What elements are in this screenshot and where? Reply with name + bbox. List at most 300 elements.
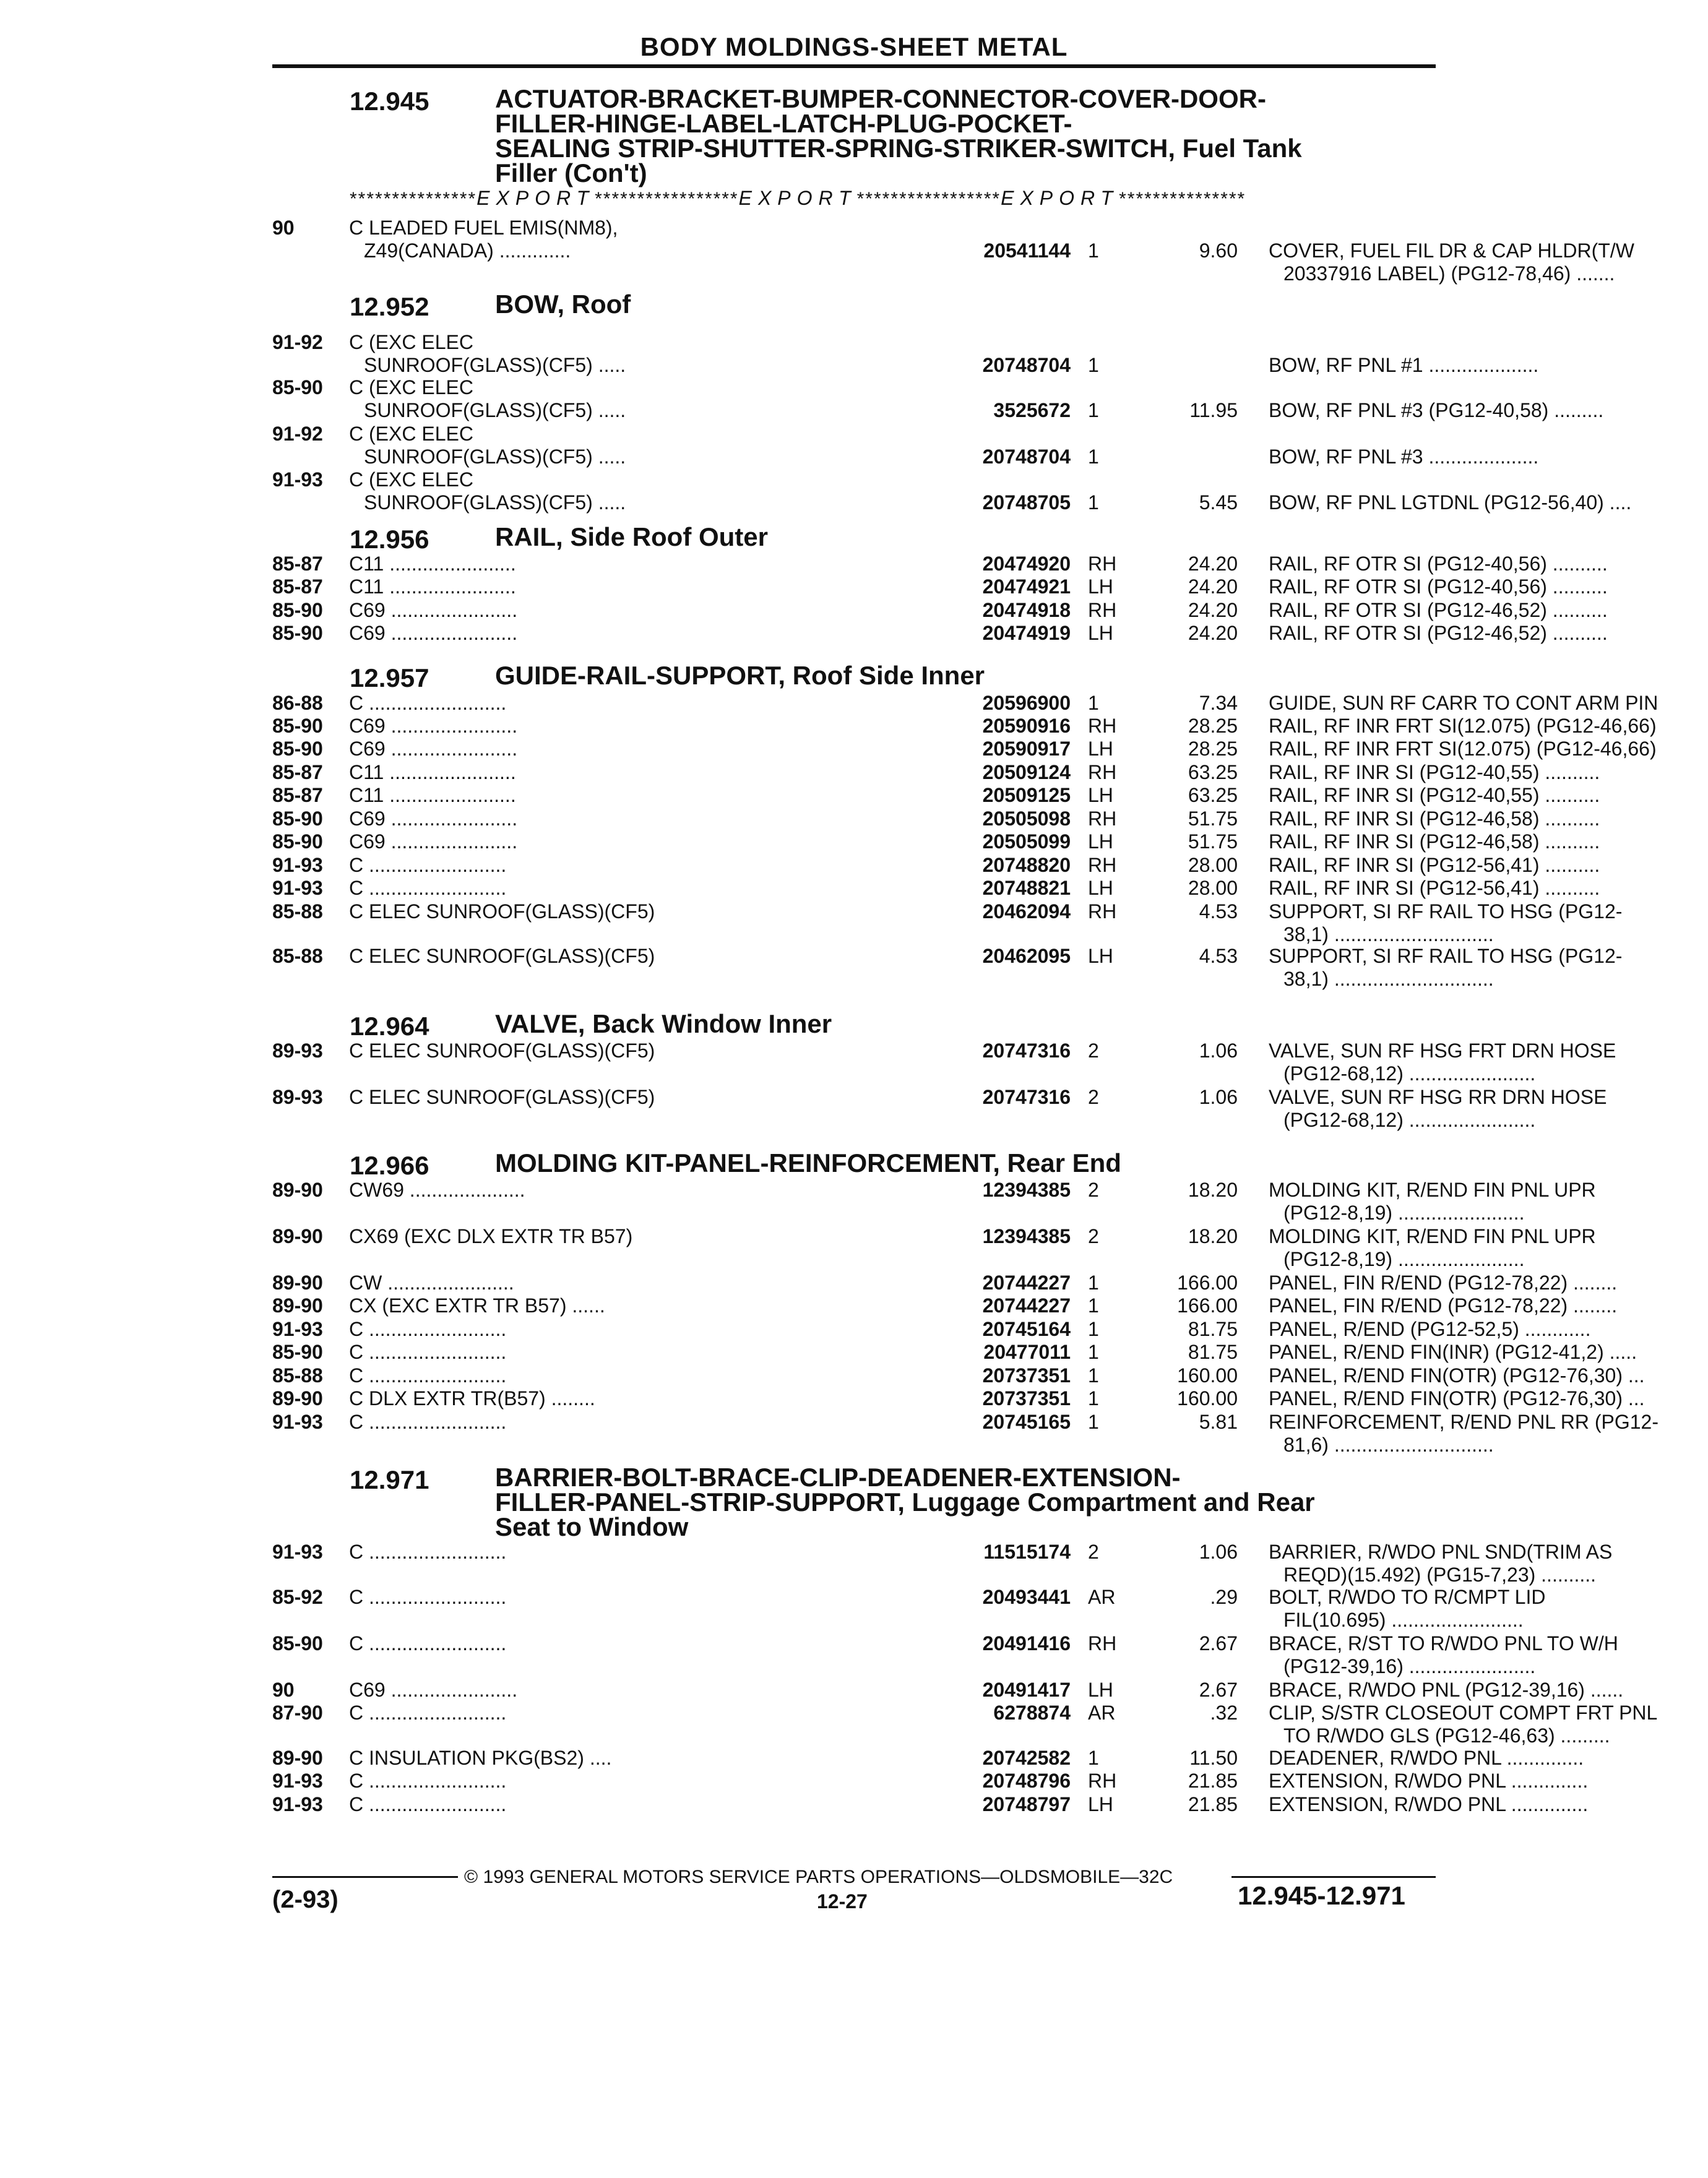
model-year: 91-93 <box>272 1793 323 1815</box>
quantity: LH <box>1088 830 1113 853</box>
price: 11.95 <box>1189 399 1238 421</box>
price: 160.00 <box>1177 1364 1238 1387</box>
part-name-line-1: EXTENSION, R/WDO PNL .............. <box>1269 1770 1589 1792</box>
quantity: 2 <box>1088 1541 1099 1563</box>
part-name-line-2: 81,6) ............................. <box>1283 1434 1494 1456</box>
model-year: 91-92 <box>272 331 323 353</box>
part-name-line-1: COVER, FUEL FIL DR & CAP HLDR(T/W <box>1269 239 1634 262</box>
usage-line-1: C ......................... <box>349 1770 507 1792</box>
part-number: 20748704 <box>982 354 1071 376</box>
quantity: 2 <box>1088 1179 1099 1201</box>
model-year: 85-87 <box>272 784 323 806</box>
part-name-line-1: BOLT, R/WDO TO R/CMPT LID <box>1269 1586 1546 1608</box>
part-name-line-1: PANEL, R/END FIN(OTR) (PG12-76,30) ... <box>1269 1387 1645 1410</box>
price: 51.75 <box>1188 807 1238 830</box>
part-number: 20744227 <box>982 1272 1071 1294</box>
model-year: 85-90 <box>272 807 323 830</box>
quantity: LH <box>1088 877 1113 899</box>
quantity: RH <box>1088 854 1117 876</box>
part-name-line-1: PANEL, R/END FIN(INR) (PG12-41,2) ..... <box>1269 1341 1637 1363</box>
part-number: 20541144 <box>983 239 1071 262</box>
part-number: 20745165 <box>982 1411 1071 1433</box>
usage-line-1: C ......................... <box>349 1632 507 1655</box>
quantity: LH <box>1088 1793 1113 1815</box>
part-name <box>1269 1411 1708 1457</box>
part-number: 20509124 <box>982 761 1071 783</box>
part-name-line-1: RAIL, RF INR FRT SI(12.075) (PG12-46,66) <box>1269 715 1657 737</box>
usage-description <box>349 715 955 738</box>
part-name <box>1269 1387 1708 1410</box>
usage-description <box>349 1318 955 1341</box>
part-name-line-1: RAIL, RF OTR SI (PG12-46,52) .......... <box>1269 622 1608 644</box>
price: 28.25 <box>1188 738 1238 760</box>
quantity: 1 <box>1088 1318 1099 1340</box>
usage-line-1: C69 ....................... <box>349 738 518 760</box>
part-number: 20505099 <box>982 830 1071 853</box>
part-name-line-2: (PG12-8,19) ....................... <box>1283 1248 1525 1270</box>
part-name <box>1269 1040 1708 1085</box>
part-name-line-1: CLIP, S/STR CLOSEOUT COMPT FRT PNL <box>1269 1702 1658 1724</box>
usage-line-1: C11 ....................... <box>349 761 516 783</box>
quantity: LH <box>1088 575 1113 598</box>
quantity: 1 <box>1088 1272 1099 1294</box>
model-year: 85-90 <box>272 1341 323 1363</box>
usage-line-1: C69 ....................... <box>349 715 518 737</box>
part-number: 20748821 <box>982 877 1071 899</box>
part-name <box>1269 599 1708 622</box>
price: 2.67 <box>1199 1632 1238 1655</box>
price: 24.20 <box>1188 553 1238 575</box>
usage-line-1: C69 ....................... <box>349 622 518 644</box>
part-name-line-1: BOW, RF PNL #1 .................... <box>1269 354 1539 376</box>
model-year: 85-90 <box>272 738 323 760</box>
part-number: 20747316 <box>982 1040 1071 1062</box>
part-number: 20474921 <box>982 575 1071 598</box>
usage-description <box>349 1411 955 1434</box>
quantity: 2 <box>1088 1225 1099 1247</box>
footer-copyright: © 1993 GENERAL MOTORS SERVICE PARTS OPERATIONS—OLDSMOBILE—32C <box>464 1867 1173 1887</box>
model-year: 85-90 <box>272 599 323 621</box>
usage-description <box>349 217 955 262</box>
quantity: LH <box>1088 1679 1113 1701</box>
usage-description <box>349 622 955 645</box>
part-number: 20493441 <box>982 1586 1071 1608</box>
part-name-line-1: RAIL, RF OTR SI (PG12-46,52) .......... <box>1269 599 1608 621</box>
footer-page-number: 12-27 <box>817 1890 868 1913</box>
model-year: 85-87 <box>272 553 323 575</box>
part-name-line-1: RAIL, RF INR SI (PG12-56,41) .......... <box>1269 877 1600 899</box>
part-name <box>1269 1179 1708 1225</box>
usage-description <box>349 1272 955 1294</box>
usage-description <box>349 1086 955 1109</box>
quantity: 2 <box>1088 1040 1099 1062</box>
part-number: 20747316 <box>982 1086 1071 1108</box>
part-name-line-2: (PG12-39,16) ....................... <box>1283 1655 1536 1677</box>
model-year: 91-93 <box>272 877 323 899</box>
part-number: 12394385 <box>982 1179 1071 1201</box>
usage-line-1: C (EXC ELEC <box>349 331 473 353</box>
part-name-line-1: GUIDE, SUN RF CARR TO CONT ARM PIN <box>1269 692 1658 714</box>
model-year: 85-92 <box>272 1586 323 1608</box>
usage-line-1: C ......................... <box>349 1411 507 1433</box>
usage-description <box>349 1364 955 1387</box>
usage-line-1: C LEADED FUEL EMIS(NM8), <box>349 217 618 239</box>
part-name-line-1: RAIL, RF OTR SI (PG12-40,56) .......... <box>1269 575 1608 598</box>
usage-line-1: C INSULATION PKG(BS2) .... <box>349 1747 612 1769</box>
part-number: 20742582 <box>982 1747 1071 1769</box>
model-year: 89-90 <box>272 1387 323 1410</box>
part-name-line-1: VALVE, SUN RF HSG RR DRN HOSE <box>1269 1086 1607 1108</box>
part-name <box>1269 1341 1708 1364</box>
part-number: 3525672 <box>993 399 1071 421</box>
model-year: 91-93 <box>272 1541 323 1563</box>
catalog-page: BODY MOLDINGS-SHEET METAL 12.945 ACTUATOR-BRACKET-BUMPER-CONNECTOR-COVER-DOOR- FILLER-HINGE-LABEL-LATCH-PLUG-POCKET- SEALING STRIP-SHUTTER-SPRING-STRIKER-SWITCH, Fuel Tank Filler (Con't) ***************EXPORT*****************EXPORT*****************EXPORT*************** 12.952 BOW, Roof 12.956 RAIL, Side Roof Outer 12.957 GUIDE-RAIL-SUPPORT, Roof Side Inner 12.964 VALVE, Back Window Inner 12.966 MOLDING KIT-PANEL-REINFORCEMENT, Rear End 12.971 BARRIER-BOLT-BRACE-CLIP-DEADENER-EXTENSION- FILLER-PANEL-STRIP-SUPPORT, Luggage Compartment and Rear Seat to Window 90 C LEADED FUEL EMIS(NM8), Z49(CANADA) ............. 20541144 1 9.60 COVER, FUEL FIL DR & CAP HLDR(T/W 20337916 LABEL) (PG12-78,46) ....... 91-92 C (EXC ELEC SUNROOF(GLASS)(CF5) ..... 20748704 1 BOW, RF PNL #1 .................... 85-90 C (EXC ELEC SUNROOF(GLASS)(CF5) ..... 3525672 1 11.95 BOW, RF PNL #3 (PG12-40,58) ......... 91-92 C (EXC ELEC SUNROOF(GLASS)(CF5) ..... 20748704 1 BOW, RF PNL #3 .................... 91-93 C (EXC ELEC SUNROOF(GLASS)(CF5) ..... 20748705 1 5.45 BOW, RF PNL LGTDNL (PG12-56,40) .... 85-87 C11 ....................... 20474920 RH 24.20 RAIL, RF OTR SI (PG12-40,56) .......... 85-87 C11 ....................... 20474921 LH 24.20 RAIL, RF OTR SI (PG12-40,56) .......... 85-90 C69 ....................... 20474918 RH 24.20 RAIL, RF OTR SI (PG12-46,52) .......... 85-90 C69 ....................... 20474919 LH 24.20 RAIL, RF OTR SI (PG12-46,52) .......... 86-88 C ......................... 20596900 1 7.34 GUIDE, SUN RF CARR TO CONT ARM PIN 85-90 C69 ....................... 20590916 RH 28.25 RAIL, RF INR FRT SI(12.075) (PG12-46,66) 85-90 C69 ....................... 20590917 LH 28.25 RAIL, RF INR FRT SI(12.075) (PG12-46,66) 85-87 C11 ....................... 20509124 RH 63.25 RAIL, RF INR SI (PG12-40,55) .......... 85-87 C11 ....................... 20509125 LH 63.25 RAIL, RF INR SI (PG12-40,55) .......... 85-90 C69 ....................... 20505098 RH 51.75 RAIL, RF INR SI (PG12-46,58) .......... 85-90 C69 ....................... 20505099 LH 51.75 RAIL, RF INR SI (PG12-46,58) .......... 91-93 C ......................... 20748820 RH 28.00 RAIL, RF INR SI (PG12-56,41) .......... 91-93 C ......................... 20748821 LH 28.00 RAIL, RF INR SI (PG12-56,41) .......... 85-88 C ELEC SUNROOF(GLASS)(CF5) 20462094 RH 4.53 SUPPORT, SI RF RAIL TO HSG (PG12- 38,1) ............................. 85-88 C ELEC SUNROOF(GLASS)(CF5) 20462095 LH 4.53 SUPPORT, SI RF RAIL TO HSG (PG12- 38,1) ............................. 89-93 C ELEC SUNROOF(GLASS)(CF5) 20747316 2 1.06 VALVE, SUN RF HSG FRT DRN HOSE (PG12-68,12) ....................... 89-93 C ELEC SUNROOF(GLASS)(CF5) 20747316 2 1.06 VALVE, SUN RF HSG RR DRN HOSE (PG12-68,12) ....................... 89-90 CW69 ..................... 12394385 2 18.20 MOLDING KIT, R/END FIN PNL UPR (PG12-8,19) ....................... 89-90 CX69 (EXC DLX EXTR TR B57) 12394385 2 18.20 MOLDING KIT, R/END FIN PNL UPR (PG12-8,19) ....................... 89-90 CW ....................... 20744227 1 166.00 PANEL, FIN R/END (PG12-78,22) ........ 89-90 CX (EXC EXTR TR B57) ...... 20744227 1 166.00 PANEL, FIN R/END (PG12-78,22) ........ 91-93 C ......................... 20745164 1 81.75 PANEL, R/END (PG12-52,5) ............ 85-90 C ......................... 20477011 1 81.75 PANEL, R/END FIN(INR) (PG12-41,2) ..... 85-88 C ......................... 20737351 1 160.00 PANEL, R/END FIN(OTR) (PG12-76,30) ... 89-90 C DLX EXTR TR(B57) ........ 20737351 1 160.00 PANEL, R/END FIN(OTR) (PG12-76,30) ... 91-93 C ......................... 20745165 1 5.81 REINFORCEMENT, R/END PNL RR (PG12- 81,6) ............................. 91-93 C ......................... 11515174 2 1.06 BARRIER, R/WDO PNL SND(TRIM AS REQD)(15.492) (PG15-7,23) .......... 85-92 C ......................... 20493441 AR .29 BOLT, R/WDO TO R/CMPT LID FIL(10.695) ........................ 85-90 C ......................... 20491416 RH 2.67 BRACE, R/ST TO R/WDO PNL TO W/H (PG12-39,16) ....................... 90 C69 ....................... 20491417 LH 2.67 BRACE, R/WDO PNL (PG12-39,16) ...... 87-90 C ......................... 6278874 AR .32 CLIP, S/STR CLOSEOUT COMPT FRT PNL TO R/WDO GLS (PG12-46,63) ......... 89-90 C INSULATION PKG(BS2) .... 20742582 1 11.50 DEADENER, R/WDO PNL .............. 91-93 C ......................... 20748796 RH 21.85 EXTENSION, R/WDO PNL .............. 91-93 C ......................... 20748797 LH 21.85 EXTENSION, R/WDO PNL .............. © 1993 GENERAL MOTORS SERVICE PARTS OPERATIONS—OLDSMOBILE—32C (2-93) 12-27 12.945-12.971 <box>0 0 1564 2178</box>
part-name <box>1269 761 1708 784</box>
usage-description <box>349 761 955 784</box>
model-year: 89-90 <box>272 1179 323 1201</box>
quantity: RH <box>1088 1770 1117 1792</box>
quantity: 1 <box>1088 491 1099 514</box>
usage-line-1: C ......................... <box>349 1702 507 1724</box>
part-number: 20748705 <box>982 491 1071 514</box>
quantity: RH <box>1088 553 1117 575</box>
model-year: 85-88 <box>272 900 323 923</box>
part-name-line-1: RAIL, RF INR SI (PG12-46,58) .......... <box>1269 807 1600 830</box>
part-name-line-1: MOLDING KIT, R/END FIN PNL UPR <box>1269 1179 1596 1201</box>
usage-line-1: C11 ....................... <box>349 575 516 598</box>
part-name <box>1269 1318 1708 1341</box>
model-year: 90 <box>272 1679 295 1701</box>
usage-description <box>349 900 955 923</box>
part-name-line-1: RAIL, RF OTR SI (PG12-40,56) .......... <box>1269 553 1608 575</box>
usage-description <box>349 468 955 514</box>
usage-line-1: C ELEC SUNROOF(GLASS)(CF5) <box>349 945 655 967</box>
price: 28.25 <box>1188 715 1238 737</box>
usage-line-1: C11 ....................... <box>349 553 516 575</box>
model-year: 90 <box>272 217 295 239</box>
part-number: 20509125 <box>982 784 1071 806</box>
model-year: 89-93 <box>272 1040 323 1062</box>
quantity: 1 <box>1088 692 1099 714</box>
usage-line-1: C ......................... <box>349 1793 507 1815</box>
part-number: 6278874 <box>993 1702 1071 1724</box>
part-name-line-1: BOW, RF PNL #3 .................... <box>1269 446 1539 468</box>
part-name-line-1: RAIL, RF INR SI (PG12-40,55) .......... <box>1269 784 1600 806</box>
price: .29 <box>1210 1586 1238 1608</box>
part-name-line-1: BRACE, R/ST TO R/WDO PNL TO W/H <box>1269 1632 1618 1655</box>
footer-rule-right <box>1231 1876 1436 1878</box>
usage-description <box>349 945 955 968</box>
price: 24.20 <box>1188 575 1238 598</box>
price: 9.60 <box>1199 239 1238 262</box>
usage-line-1: CW69 ..................... <box>349 1179 525 1201</box>
usage-line-2: SUNROOF(GLASS)(CF5) ..... <box>364 446 626 468</box>
usage-line-1: C ......................... <box>349 692 507 714</box>
price: 11.50 <box>1189 1747 1238 1769</box>
model-year: 89-90 <box>272 1225 323 1247</box>
usage-description <box>349 1747 955 1770</box>
part-name <box>1269 622 1708 645</box>
usage-description <box>349 1040 955 1062</box>
part-name-line-1: MOLDING KIT, R/END FIN PNL UPR <box>1269 1225 1596 1247</box>
part-name-line-1: BRACE, R/WDO PNL (PG12-39,16) ...... <box>1269 1679 1624 1701</box>
part-name <box>1269 1225 1708 1271</box>
part-name <box>1269 784 1708 807</box>
part-name-line-1: SUPPORT, SI RF RAIL TO HSG (PG12- <box>1269 945 1623 967</box>
quantity: LH <box>1088 622 1113 644</box>
quantity: 1 <box>1088 1294 1099 1317</box>
model-year: 91-93 <box>272 1318 323 1340</box>
price: 1.06 <box>1199 1541 1238 1563</box>
part-number: 20491416 <box>982 1632 1071 1655</box>
part-number: 12394385 <box>982 1225 1071 1247</box>
usage-line-1: C69 ....................... <box>349 599 518 621</box>
quantity: LH <box>1088 784 1113 806</box>
usage-description <box>349 1793 955 1816</box>
usage-description <box>349 1179 955 1202</box>
quantity: 1 <box>1088 1747 1099 1769</box>
part-name <box>1269 1294 1708 1317</box>
part-number: 20462095 <box>982 945 1071 967</box>
quantity: 1 <box>1088 1364 1099 1387</box>
part-number: 20748796 <box>982 1770 1071 1792</box>
usage-line-1: C ......................... <box>349 854 507 876</box>
price: 5.45 <box>1199 491 1238 514</box>
quantity: RH <box>1088 599 1117 621</box>
usage-description <box>349 1770 955 1793</box>
price: 81.75 <box>1188 1341 1238 1363</box>
part-name-line-1: PANEL, FIN R/END (PG12-78,22) ........ <box>1269 1294 1618 1317</box>
part-name <box>1269 399 1708 422</box>
model-year: 86-88 <box>272 692 323 714</box>
model-year: 91-93 <box>272 1411 323 1433</box>
price: 166.00 <box>1177 1272 1238 1294</box>
model-year: 85-87 <box>272 761 323 783</box>
part-number: 20748704 <box>982 446 1071 468</box>
usage-line-1: C (EXC ELEC <box>349 423 473 445</box>
quantity: 1 <box>1088 354 1099 376</box>
part-name-line-1: VALVE, SUN RF HSG FRT DRN HOSE <box>1269 1040 1616 1062</box>
usage-line-1: C (EXC ELEC <box>349 468 473 491</box>
usage-line-1: CW ....................... <box>349 1272 514 1294</box>
quantity: RH <box>1088 900 1117 923</box>
price: 7.34 <box>1199 692 1238 714</box>
usage-line-1: C69 ....................... <box>349 1679 518 1701</box>
usage-line-1: C ......................... <box>349 1364 507 1387</box>
part-name-line-1: SUPPORT, SI RF RAIL TO HSG (PG12- <box>1269 900 1623 923</box>
usage-line-2: SUNROOF(GLASS)(CF5) ..... <box>364 354 626 376</box>
usage-description <box>349 1702 955 1724</box>
model-year: 85-87 <box>272 575 323 598</box>
usage-line-1: C ......................... <box>349 1341 507 1363</box>
section-title: ACTUATOR-BRACKET-BUMPER-CONNECTOR-COVER-DOOR- FILLER-HINGE-LABEL-LATCH-PLUG-POCKET- SEALING STRIP-SHUTTER-SPRING-STRIKER-SWITCH, Fuel Tank Filler (Con't) <box>495 84 1302 187</box>
usage-description <box>349 1341 955 1364</box>
part-name <box>1269 1364 1708 1387</box>
price: 24.20 <box>1188 622 1238 644</box>
part-name <box>1269 1793 1708 1816</box>
part-name <box>1269 715 1708 738</box>
usage-line-1: C ......................... <box>349 1541 507 1563</box>
usage-line-2: Z49(CANADA) ............. <box>364 239 571 262</box>
part-name-line-1: RAIL, RF INR SI (PG12-40,55) .......... <box>1269 761 1600 783</box>
part-name <box>1269 900 1708 946</box>
part-name-line-2: FIL(10.695) ........................ <box>1283 1609 1524 1631</box>
part-name <box>1269 854 1708 877</box>
model-year: 85-90 <box>272 830 323 853</box>
usage-line-1: C11 ....................... <box>349 784 516 806</box>
usage-description <box>349 553 955 575</box>
quantity: RH <box>1088 715 1117 737</box>
quantity: AR <box>1088 1702 1116 1724</box>
part-number: 20744227 <box>982 1294 1071 1317</box>
usage-line-1: C ......................... <box>349 877 507 899</box>
price: 28.00 <box>1188 877 1238 899</box>
price: 18.20 <box>1188 1225 1238 1247</box>
part-name <box>1269 1541 1708 1586</box>
part-name <box>1269 1770 1708 1793</box>
usage-line-1: C ELEC SUNROOF(GLASS)(CF5) <box>349 1040 655 1062</box>
footer-rule-left <box>272 1876 458 1878</box>
price: 160.00 <box>1177 1387 1238 1410</box>
price: 1.06 <box>1199 1086 1238 1108</box>
quantity: 1 <box>1088 446 1099 468</box>
usage-line-1: C DLX EXTR TR(B57) ........ <box>349 1387 595 1410</box>
price: 5.81 <box>1199 1411 1238 1433</box>
usage-line-1: C69 ....................... <box>349 807 518 830</box>
part-name-line-2: (PG12-68,12) ....................... <box>1283 1109 1536 1131</box>
usage-line-2: SUNROOF(GLASS)(CF5) ..... <box>364 491 626 514</box>
quantity: AR <box>1088 1586 1116 1608</box>
part-name <box>1269 877 1708 900</box>
price: 4.53 <box>1199 900 1238 923</box>
quantity: RH <box>1088 1632 1117 1655</box>
model-year: 85-90 <box>272 376 323 398</box>
part-name-line-1: RAIL, RF INR SI (PG12-46,58) .......... <box>1269 830 1600 853</box>
price: 21.85 <box>1188 1770 1238 1792</box>
quantity: 1 <box>1088 1341 1099 1363</box>
usage-description <box>349 376 955 422</box>
part-number: 20590917 <box>982 738 1071 760</box>
model-year: 89-93 <box>272 1086 323 1108</box>
part-name <box>1269 575 1708 598</box>
model-year: 89-90 <box>272 1294 323 1317</box>
quantity: 1 <box>1088 1411 1099 1433</box>
part-number: 20737351 <box>982 1387 1071 1410</box>
model-year: 85-90 <box>272 622 323 644</box>
usage-line-1: CX69 (EXC DLX EXTR TR B57) <box>349 1225 633 1247</box>
part-name <box>1269 354 1708 377</box>
part-name-line-2: (PG12-8,19) ....................... <box>1283 1202 1525 1224</box>
part-name-line-2: 20337916 LABEL) (PG12-78,46) ....... <box>1283 262 1615 285</box>
quantity: LH <box>1088 945 1113 967</box>
part-name <box>1269 1086 1708 1132</box>
price: 4.53 <box>1199 945 1238 967</box>
price: 18.20 <box>1188 1179 1238 1201</box>
usage-description <box>349 877 955 900</box>
model-year: 91-93 <box>272 854 323 876</box>
part-number: 20477011 <box>983 1341 1071 1363</box>
part-name <box>1269 239 1708 285</box>
price: 63.25 <box>1188 761 1238 783</box>
price: 63.25 <box>1188 784 1238 806</box>
header-rule <box>272 64 1436 68</box>
part-name-line-1: BARRIER, R/WDO PNL SND(TRIM AS <box>1269 1541 1613 1563</box>
part-name-line-1: EXTENSION, R/WDO PNL .............. <box>1269 1793 1589 1815</box>
usage-description <box>349 423 955 468</box>
usage-description <box>349 575 955 598</box>
price: 1.06 <box>1199 1040 1238 1062</box>
part-name <box>1269 1702 1708 1747</box>
usage-description <box>349 854 955 877</box>
part-number: 20745164 <box>982 1318 1071 1340</box>
model-year: 91-93 <box>272 468 323 491</box>
model-year: 85-90 <box>272 715 323 737</box>
part-name-line-2: 38,1) ............................. <box>1283 968 1494 990</box>
section-number: 12.945 <box>350 87 429 116</box>
part-name-line-1: REINFORCEMENT, R/END PNL RR (PG12- <box>1269 1411 1658 1433</box>
usage-line-1: C ......................... <box>349 1586 507 1608</box>
usage-line-1: C (EXC ELEC <box>349 376 473 398</box>
usage-description <box>349 692 955 715</box>
quantity: RH <box>1088 807 1117 830</box>
usage-description <box>349 807 955 830</box>
part-name <box>1269 1747 1708 1770</box>
usage-description <box>349 784 955 807</box>
part-name-line-1: PANEL, FIN R/END (PG12-78,22) ........ <box>1269 1272 1618 1294</box>
part-name-line-1: PANEL, R/END FIN(OTR) (PG12-76,30) ... <box>1269 1364 1645 1387</box>
price: 28.00 <box>1188 854 1238 876</box>
model-year: 91-93 <box>272 1770 323 1792</box>
price: 166.00 <box>1177 1294 1238 1317</box>
part-name-line-2: TO R/WDO GLS (PG12-46,63) ......... <box>1283 1724 1610 1747</box>
part-name <box>1269 553 1708 575</box>
part-name-line-1: RAIL, RF INR FRT SI(12.075) (PG12-46,66) <box>1269 738 1657 760</box>
part-name <box>1269 807 1708 830</box>
quantity: 1 <box>1088 239 1099 262</box>
quantity: 2 <box>1088 1086 1099 1108</box>
usage-description <box>349 599 955 622</box>
usage-description <box>349 830 955 853</box>
usage-description <box>349 1679 955 1702</box>
price: 51.75 <box>1188 830 1238 853</box>
price: .32 <box>1210 1702 1238 1724</box>
part-number: 20748820 <box>982 854 1071 876</box>
usage-description <box>349 1632 955 1655</box>
part-number: 20462094 <box>982 900 1071 923</box>
usage-line-1: C69 ....................... <box>349 830 518 853</box>
usage-description <box>349 738 955 760</box>
part-number: 20474919 <box>982 622 1071 644</box>
price: 2.67 <box>1199 1679 1238 1701</box>
usage-description <box>349 1225 955 1248</box>
part-number: 20474918 <box>982 599 1071 621</box>
part-name <box>1269 830 1708 853</box>
part-name-line-1: PANEL, R/END (PG12-52,5) ............ <box>1269 1318 1591 1340</box>
quantity: 1 <box>1088 1387 1099 1410</box>
usage-line-1: CX (EXC EXTR TR B57) ...... <box>349 1294 605 1317</box>
usage-line-1: C ELEC SUNROOF(GLASS)(CF5) <box>349 1086 655 1108</box>
part-number: 20474920 <box>982 553 1071 575</box>
model-year: 87-90 <box>272 1702 323 1724</box>
model-year: 85-90 <box>272 1632 323 1655</box>
price: 24.20 <box>1188 599 1238 621</box>
model-year: 89-90 <box>272 1747 323 1769</box>
model-year: 91-92 <box>272 423 323 445</box>
part-number: 20737351 <box>982 1364 1071 1387</box>
part-name <box>1269 1272 1708 1294</box>
part-name-line-2: REQD)(15.492) (PG15-7,23) .......... <box>1283 1564 1597 1586</box>
quantity: RH <box>1088 761 1117 783</box>
